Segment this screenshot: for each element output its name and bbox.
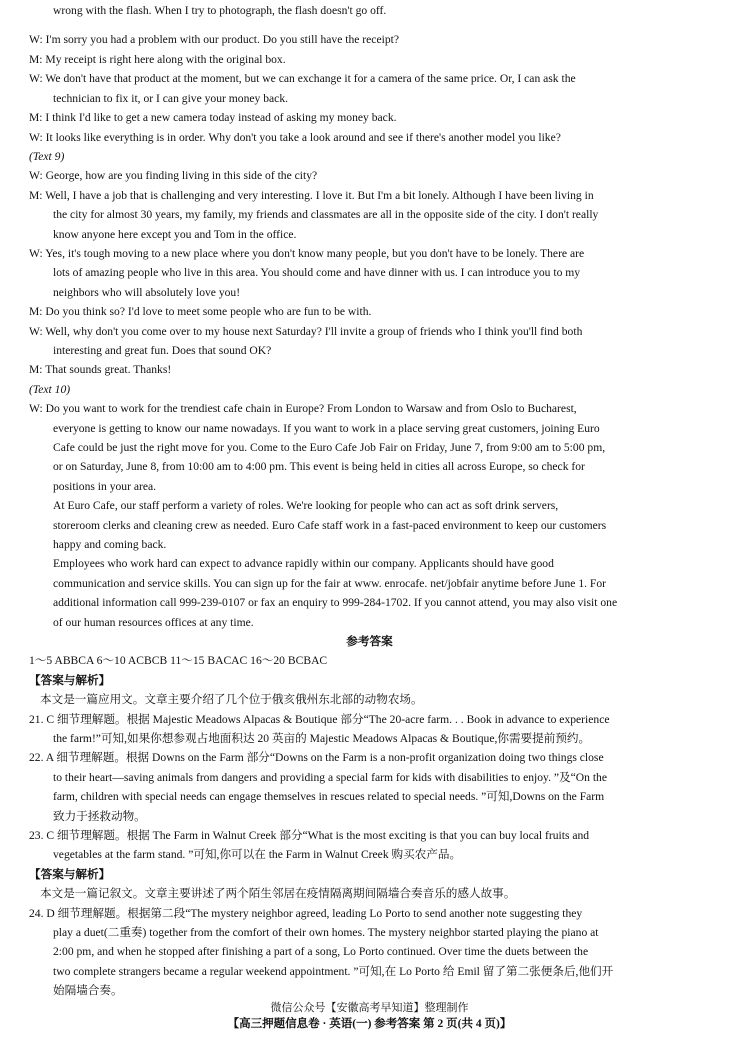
transcript-line: lots of amazing people who live in this area. You should come and have dinner with us. I can introduce you to my [53,266,581,279]
transcript-line: At Euro Cafe, our staff perform a variety of roles. We're looking for people who can act as soft drink servers, [53,499,559,512]
transcript-line: or on Saturday, June 8, from 10:00 am to 4:00 pm. This event is being held in cities all across Europe, so check for [53,460,585,473]
explanation-line: farm, children with special needs can engage themselves in rescues related to special needs. ”可知,Downs on the Farm [53,790,605,803]
answer-key-title: 参考答案 [346,635,393,648]
explanation-line: 本文是一篇应用文。文章主要介绍了几个位于俄亥俄州东北部的动物农场。 [40,693,423,706]
transcript-line: interesting and great fun. Does that sound OK? [53,344,272,357]
transcript-line: W: It looks like everything is in order. Why don't you take a look around and see if there's another model you like? [29,131,561,144]
answer-key-row: 1～5 ABBCA 6～10 ACBCB 11～15 BACAC 16～20 BCBAC [29,654,328,667]
transcript-line: of our human resources offices at any time. [53,616,254,629]
transcript-line: M: Do you think so? I'd love to meet some people who are fun to be with. [29,305,372,318]
explanation-line: 致力于拯救动物。 [53,810,146,823]
transcript-line: M: My receipt is right here along with the original box. [29,53,286,66]
transcript-line: Employees who work hard can expect to advance rapidly within our company. Applicants should have good [53,557,554,570]
section-heading: 【答案与解析】 [29,868,111,881]
explanation-line: to their heart—saving animals from dangers and providing a special farm for kids with disabilities to enjoy. ”及“On the [53,771,607,784]
explanation-line: 始隔墙合奏。 [53,984,123,997]
transcript-line: technician to fix it, or I can give your money back. [53,92,289,105]
section-heading: 【答案与解析】 [29,674,111,687]
explanation-line: 23. C 细节理解题。根据 The Farm in Walnut Creek 部分“What is the most exciting is that you can buy local fruits and [29,829,590,842]
transcript-line: happy and coming back. [53,538,167,551]
explanation-line: 2:00 pm, and when he stopped after finishing a part of a song, Lo Porto continued. Over time the duets between the [53,945,589,958]
transcript-line: W: Do you want to work for the trendiest cafe chain in Europe? From London to Warsaw and from Oslo to Bucharest, [29,402,577,415]
text-heading: (Text 10) [29,383,71,396]
transcript-line: W: Well, why don't you come over to my house next Saturday? I'll invite a group of friends who I think you'll find both [29,325,583,338]
footer-source: 微信公众号【安徽高考早知道】整理制作 [270,1002,469,1014]
explanation-line: 本文是一篇记叙文。文章主要讲述了两个陌生邻居在疫情隔离期间隔墙合奏音乐的感人故事。 [40,887,516,900]
transcript-line: W: We don't have that product at the moment, but we can exchange it for a camera of the same price. Or, I can ask the [29,72,576,85]
transcript-line: Cafe could be just the right move for you. Come to the Euro Cafe Job Fair on Friday, June 7, from 9:00 am to 5:00 pm, [53,441,606,454]
explanation-line: 21. C 细节理解题。根据 Majestic Meadows Alpacas & Boutique 部分“The 20-acre farm. . . Book in advance to experience [29,713,610,726]
explanation-line: play a duet(二重奏) together from the comfort of their own homes. The mystery neighbor started playing the piano at [53,926,599,939]
transcript-line: wrong with the flash. When I try to photograph, the flash doesn't go off. [53,4,387,17]
transcript-line: everyone is getting to know our name nowadays. If you want to work in a place serving great customers, joining Euro [53,422,600,435]
explanation-line: the farm!”可知,如果你想参观占地面积达 20 英亩的 Majestic Meadows Alpacas & Boutique,你需要提前预约。 [53,732,591,745]
text-heading: (Text 9) [29,150,65,163]
transcript-line: additional information call 999-239-0107 or fax an enquiry to 999-284-1702. If you cannot attend, you may also visit one [53,596,618,609]
transcript-line: W: Yes, it's tough moving to a new place where you don't know many people, but you don't have to be lonely. There are [29,247,585,260]
transcript-line: positions in your area. [53,480,157,493]
transcript-line: M: I think I'd like to get a new camera today instead of asking my money back. [29,111,397,124]
transcript-line: the city for almost 30 years, my family, my friends and classmates are all in the opposite side of the city. I don't really [53,208,599,221]
transcript-line: know anyone here except you and Tom in the office. [53,228,297,241]
transcript-line: communication and service skills. You can sign up for the fair at www. enrocafe. net/jobfair anytime before June 1. For [53,577,607,590]
transcript-line: W: I'm sorry you had a problem with our product. Do you still have the receipt? [29,33,399,46]
explanation-line: two complete strangers became a regular weekend appointment. ”可知,在 Lo Porto 给 Emil 留了第二张便条后,他们开 [53,965,614,978]
transcript-line: storeroom clerks and cleaning crew as needed. Euro Cafe staff work in a fast-paced environment to keep our customers [53,519,607,532]
transcript-line: neighbors who will absolutely love you! [53,286,241,299]
transcript-line: M: Well, I have a job that is challenging and very interesting. I love it. But I'm a bit lonely. Although I have been living in [29,189,594,202]
explanation-line: vegetables at the farm stand. ”可知,你可以在 the Farm in Walnut Creek 购买农产品。 [53,848,462,861]
explanation-line: 22. A 细节理解题。根据 Downs on the Farm 部分“Downs on the Farm is a non-profit organization doing two things close [29,751,604,764]
transcript-line: M: That sounds great. Thanks! [29,363,172,376]
transcript-line: W: George, how are you finding living in this side of the city? [29,169,318,182]
explanation-line: 24. D 细节理解题。根据第二段“The mystery neighbor agreed, leading Lo Porto to send another note suggesting they [29,907,583,920]
footer-page-info: 【高三押题信息卷 · 英语(一) 参考答案 第 2 页(共 4 页)】 [227,1018,512,1030]
